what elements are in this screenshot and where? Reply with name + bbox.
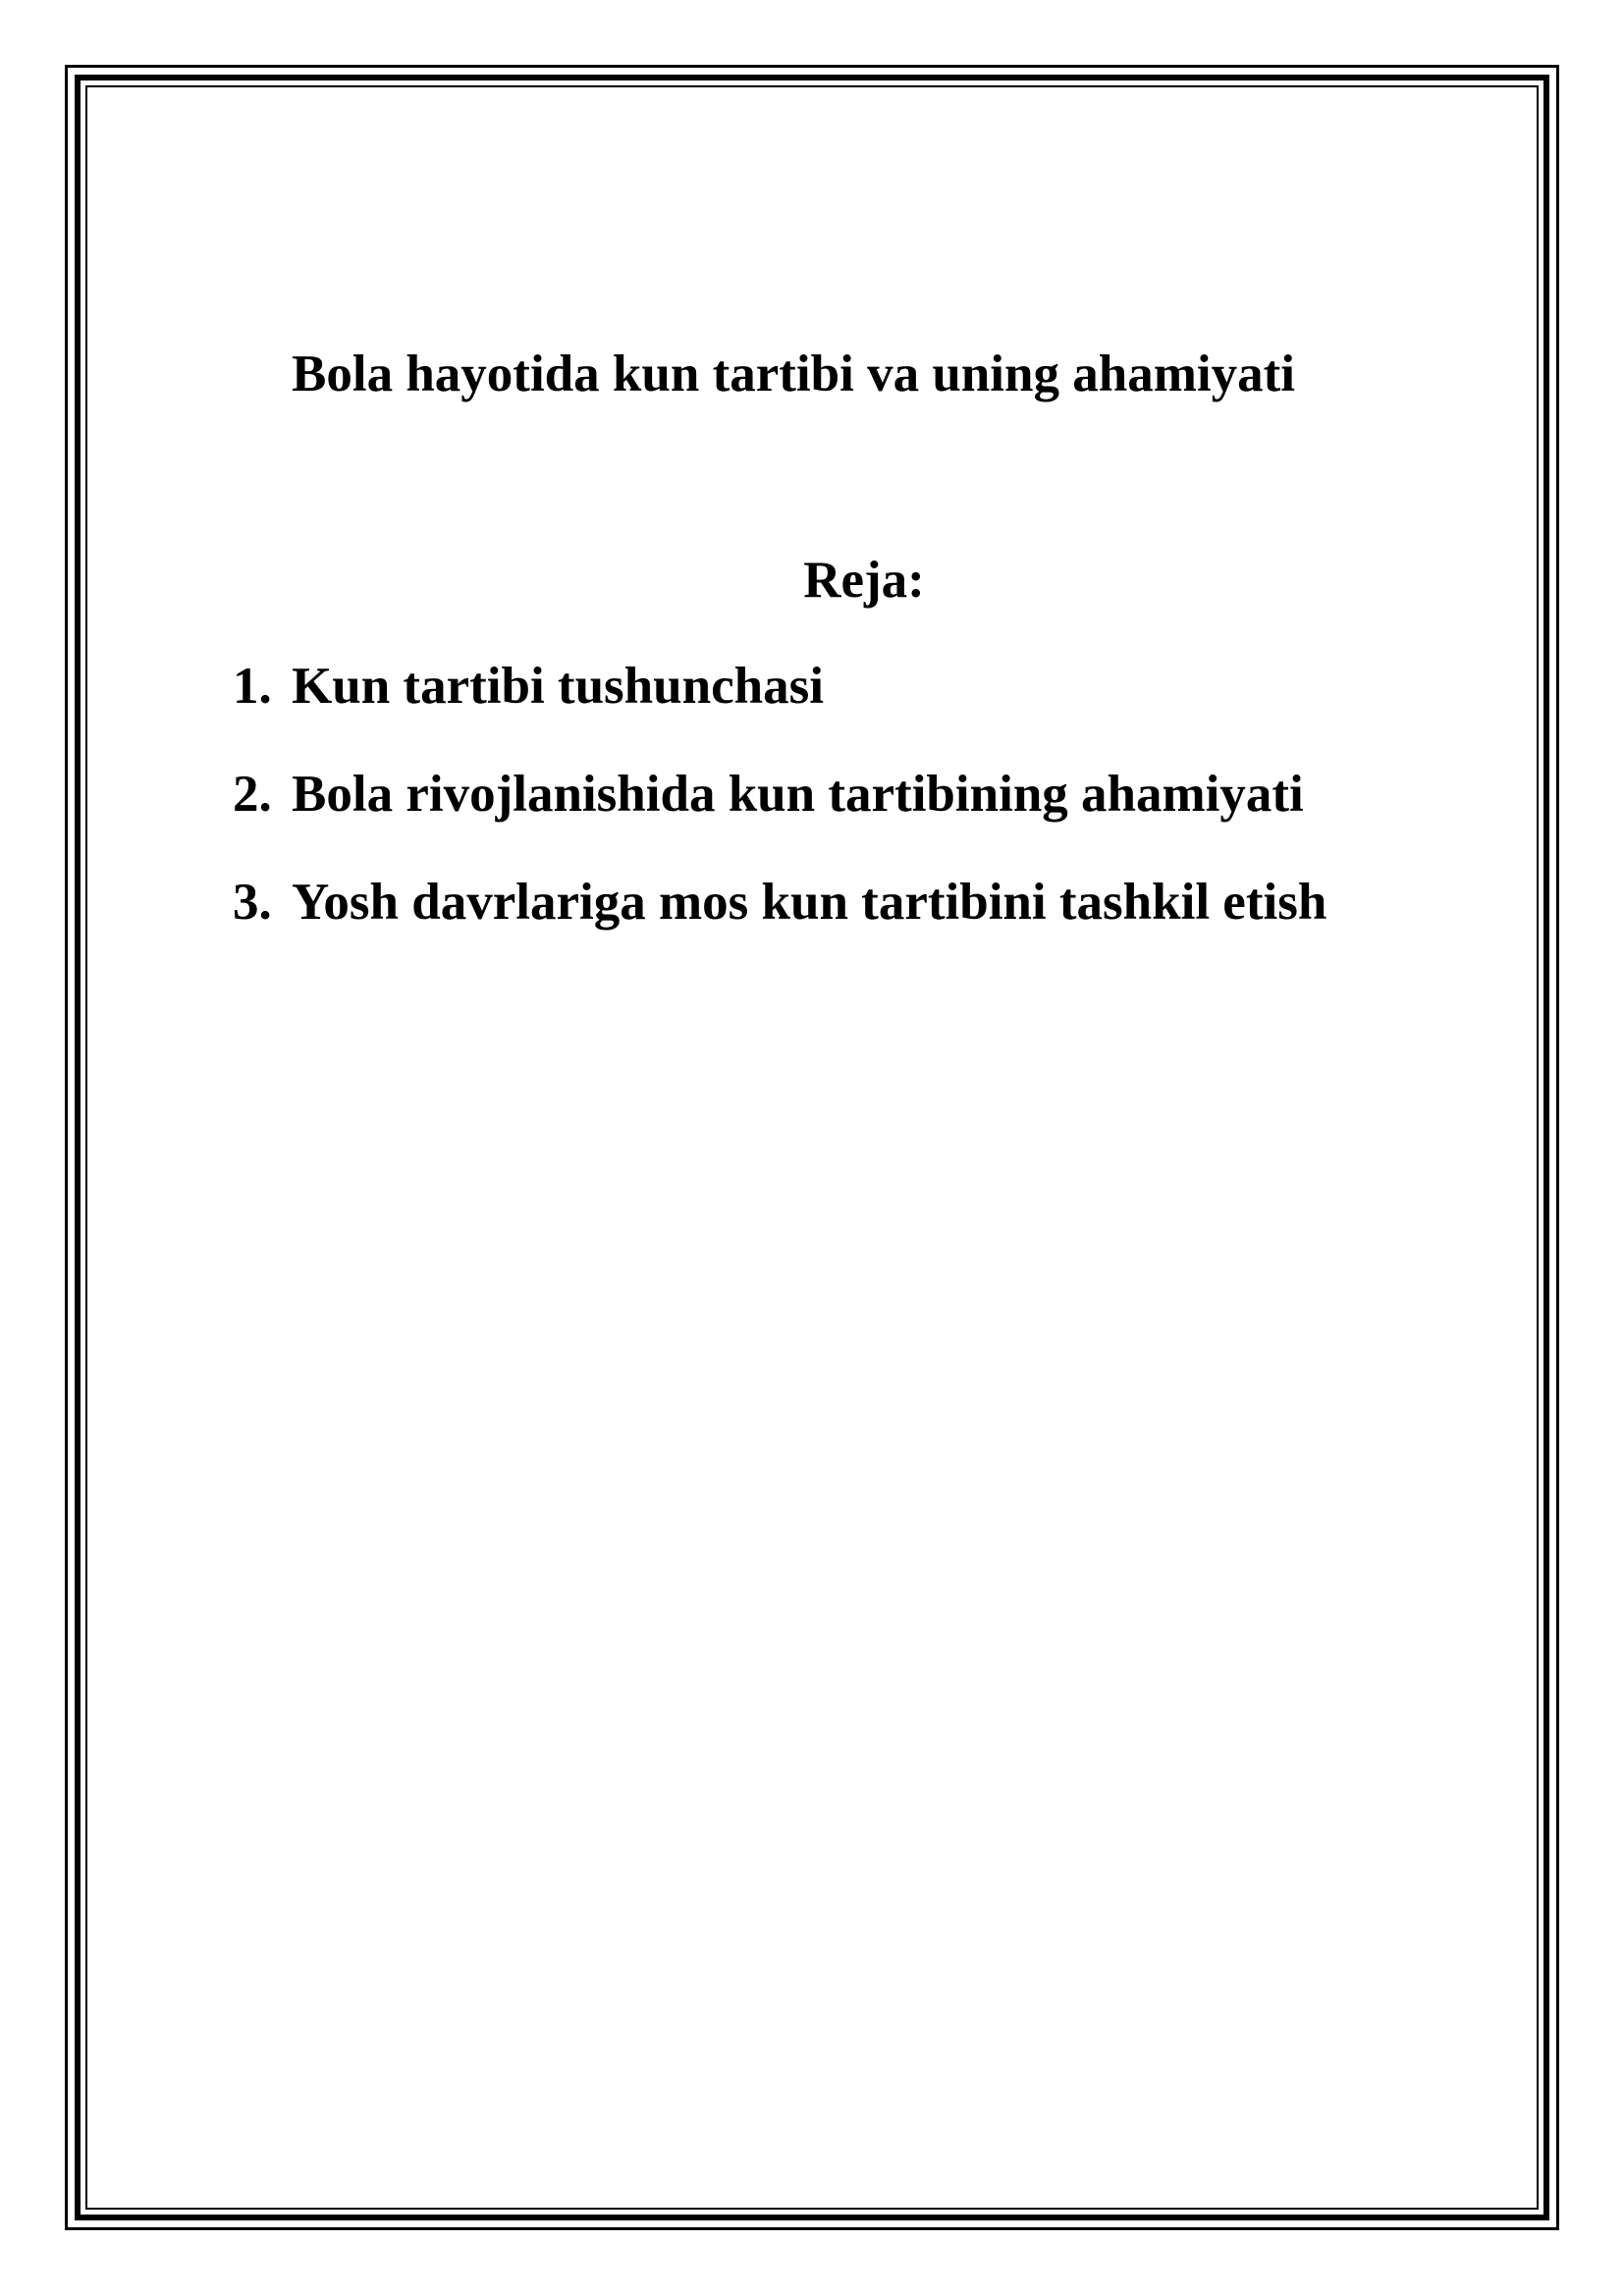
plan-list	[233, 656, 1326, 980]
plan-item-number: 1.	[233, 658, 272, 715]
plan-item-text: Yosh davrlariga mos kun tartibini tashkil etish	[292, 874, 1327, 931]
plan-item-text: Kun tartibi tushunchasi	[292, 658, 824, 715]
plan-heading: Reja:	[803, 552, 925, 609]
plan-item	[233, 872, 1326, 980]
plan-item-number: 3.	[233, 874, 272, 931]
plan-item	[233, 764, 1326, 872]
plan-item-number: 2.	[233, 766, 272, 823]
document-title: Bola hayotida kun tartibi va uning ahamiyati	[292, 346, 1295, 402]
plan-item-text: Bola rivojlanishida kun tartibining ahamiyati	[292, 766, 1304, 823]
plan-item	[233, 656, 1326, 764]
